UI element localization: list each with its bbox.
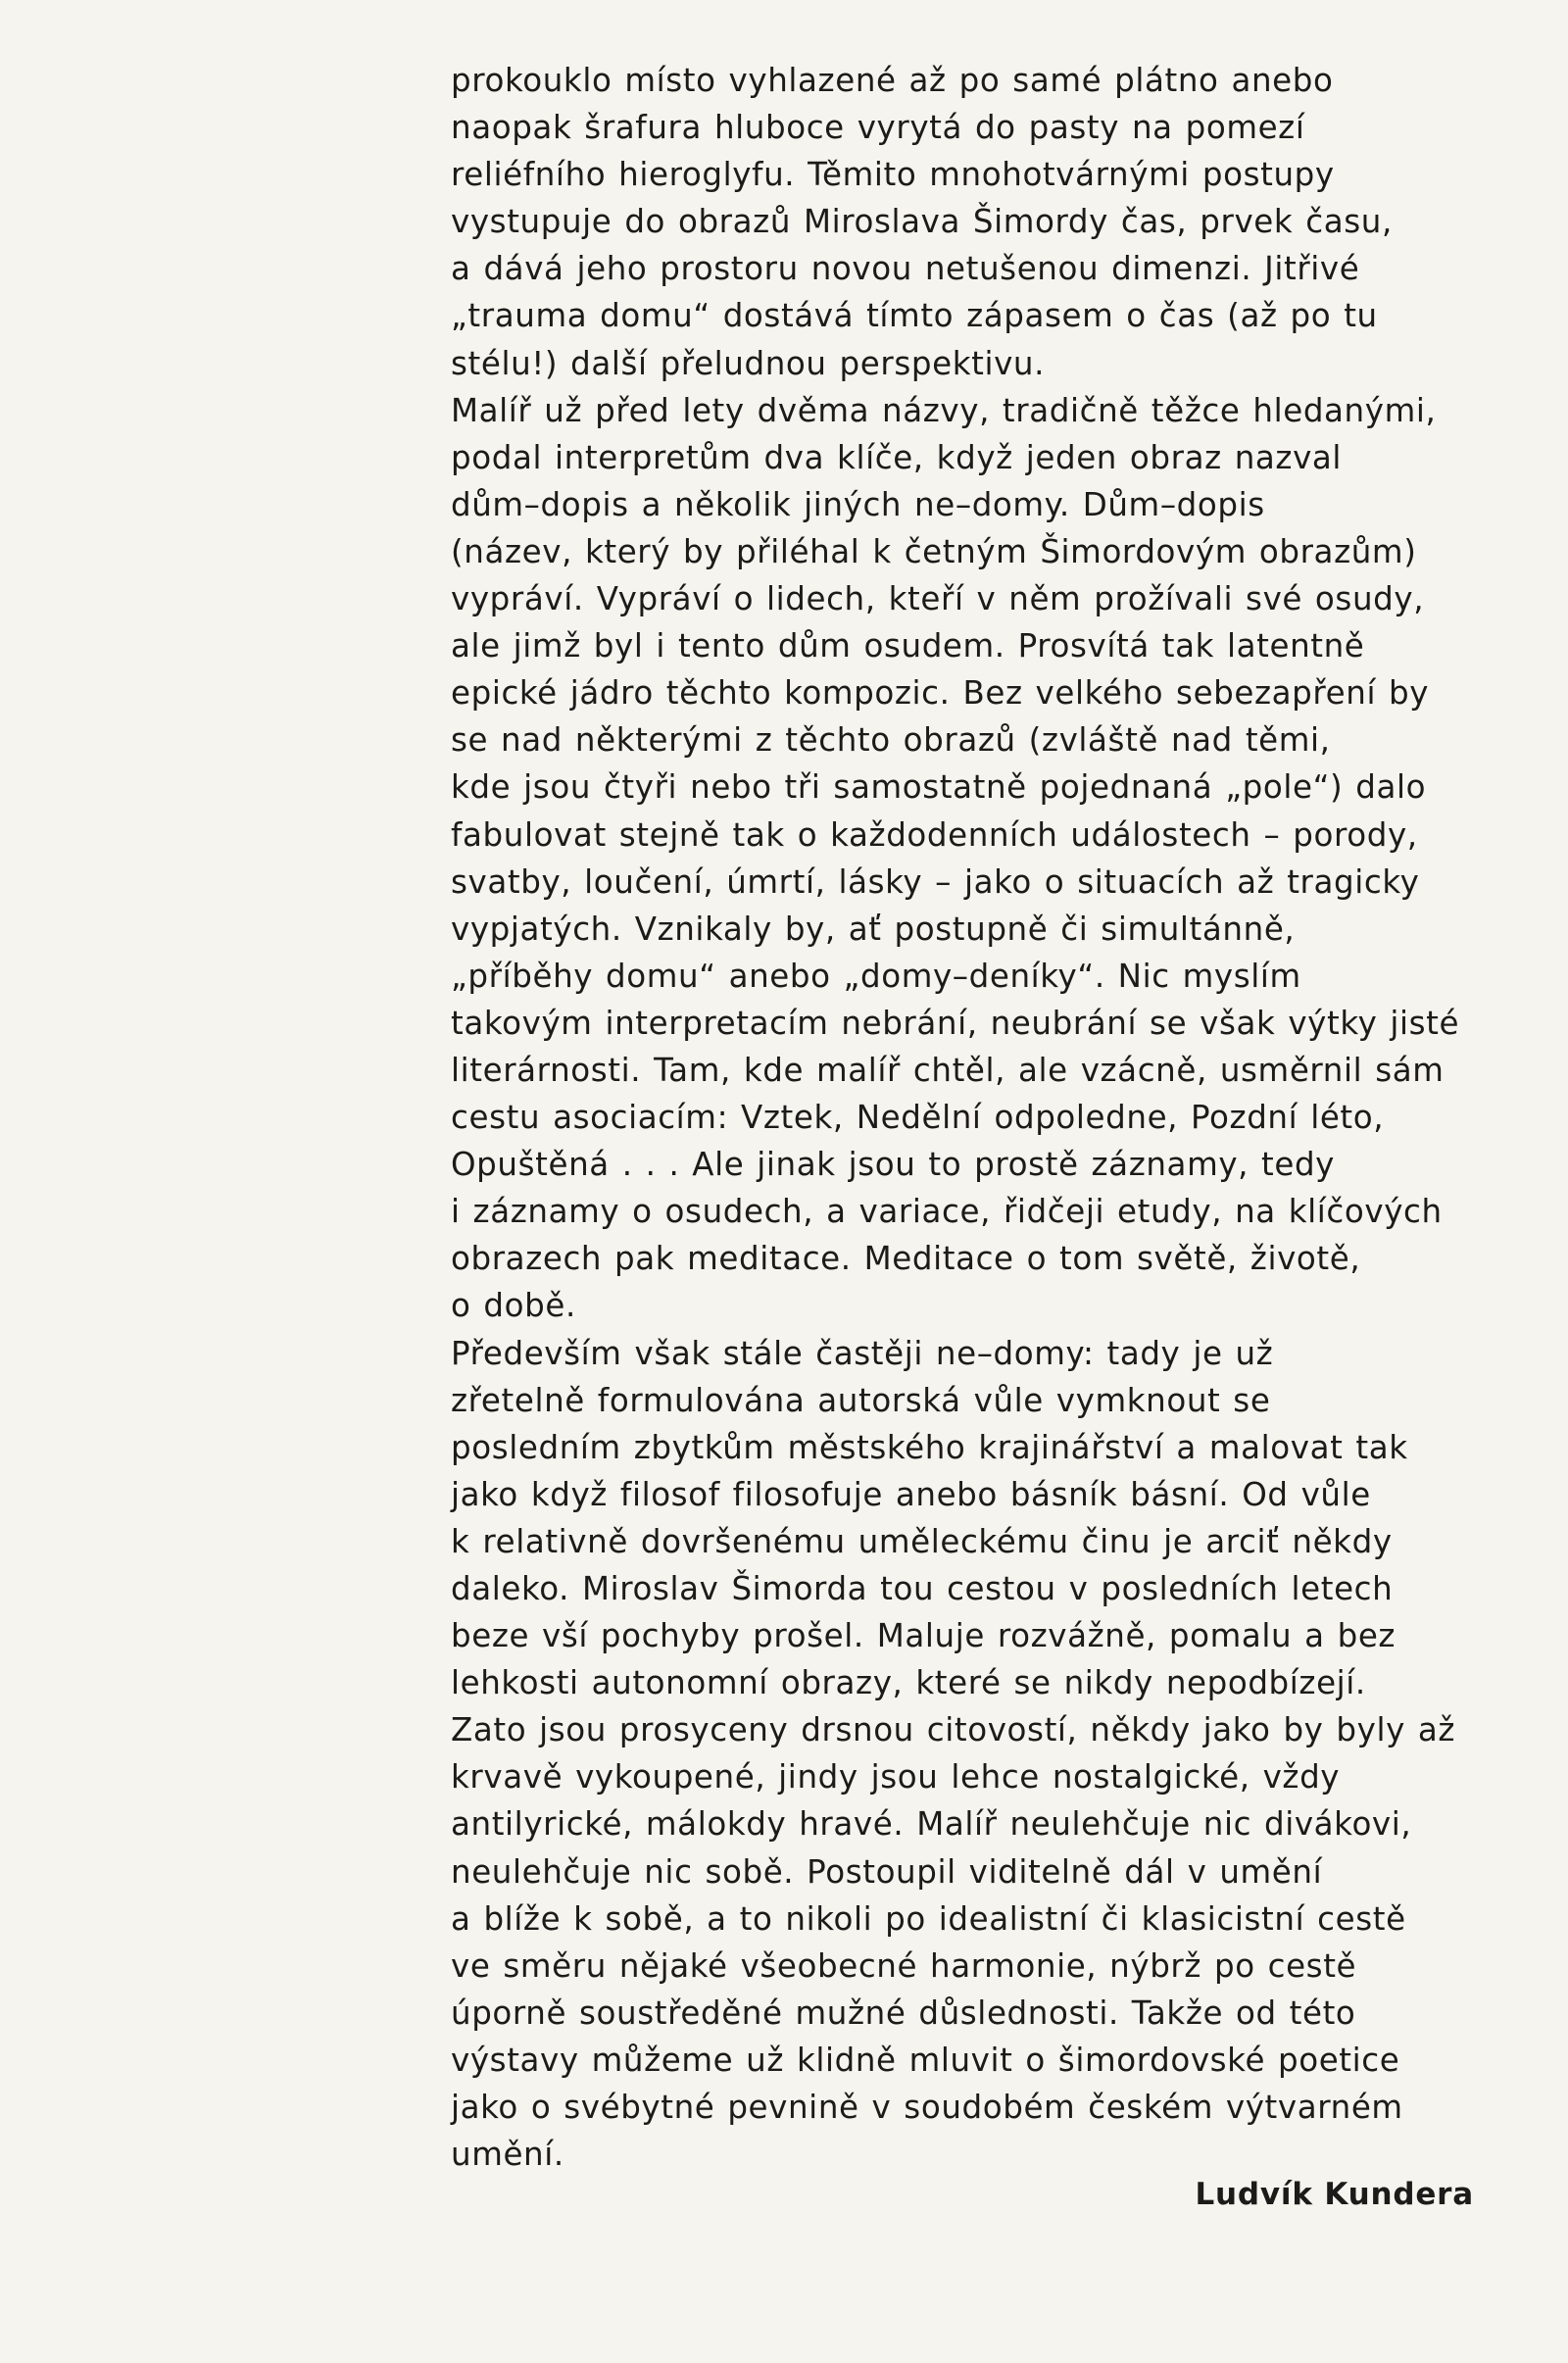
text-line: umění. [451, 2136, 564, 2174]
text-line: „příběhy domu“ anebo „domy–deníky“. Nic myslím [451, 957, 1301, 995]
body-text [451, 57, 1480, 2178]
text-line: k relativně dovršenému uměleckému činu je arciť někdy [451, 1522, 1393, 1560]
author-signature: Ludvík Kundera [1195, 2177, 1474, 2212]
text-line: „trauma domu“ dostává tímto zápasem o čas (až po tu [451, 297, 1378, 335]
text-line: fabulovat stejně tak o každodenních událostech – porody, [451, 815, 1418, 854]
text-line: Malíř už před lety dvěma názvy, tradičně těžce hledanými, [451, 391, 1437, 429]
text-line: prokouklo místo vyhlazené až po samé plátno anebo [451, 62, 1334, 99]
text-line: ale jimž byl i tento dům osudem. Prosvítá tak latentně [451, 627, 1365, 665]
text-line: takovým interpretacím nebrání, neubrání se však výtky jisté [451, 1004, 1460, 1042]
text-line: lehkosti autonomní obrazy, které se nikdy nepodbízejí. [451, 1664, 1366, 1702]
text-line: o době. [451, 1287, 576, 1325]
text-line: Opuštěná . . . Ale jinak jsou to prostě záznamy, tedy [451, 1146, 1336, 1184]
text-line: cestu asociacím: Vztek, Nedělní odpoledne, Pozdní léto, [451, 1099, 1385, 1137]
text-line: podal interpretům dva klíče, když jeden obraz nazval [451, 438, 1343, 476]
text-line: krvavě vykoupené, jindy jsou lehce nostalgické, vždy [451, 1758, 1341, 1797]
text-line: zřetelně formulována autorská vůle vymknout se [451, 1381, 1271, 1419]
text-line: vystupuje do obrazů Miroslava Šimordy čas, prvek času, [451, 203, 1393, 241]
text-line: (název, který by přiléhal k četným Šimordovým obrazům) [451, 532, 1417, 570]
text-line: úporně soustředěné mužné důslednosti. Takže od této [451, 1994, 1356, 2032]
text-line: antilyrické, málokdy hravé. Malíř neulehčuje nic divákovi, [451, 1805, 1412, 1844]
text-line: vypráví. Vypráví o lidech, kteří v něm prožívali své osudy, [451, 580, 1425, 618]
text-line: výstavy můžeme už klidně mluvit o šimordovské poetice [451, 2041, 1400, 2079]
text-line: Především však stále častěji ne–domy: tady je už [451, 1334, 1274, 1372]
text-line: a blíže k sobě, a to nikoli po idealistní či klasicistní cestě [451, 1899, 1406, 1938]
text-line: literárnosti. Tam, kde malíř chtěl, ale vzácně, usměrnil sám [451, 1051, 1445, 1089]
text-line: vypjatých. Vznikaly by, ať postupně či simultánně, [451, 910, 1296, 948]
text-line: stélu!) další přeludnou perspektivu. [451, 344, 1046, 382]
text-line: epické jádro těchto kompozic. Bez velkého sebezapření by [451, 674, 1430, 713]
text-line: obrazech pak meditace. Meditace o tom světě, životě, [451, 1240, 1361, 1278]
text-line: posledním zbytkům městského krajinářství a malovat tak [451, 1428, 1408, 1466]
text-line: beze vší pochyby prošel. Maluje rozvážně, pomalu a bez [451, 1617, 1396, 1655]
text-line: Zato jsou prosyceny drsnou citovostí, někdy jako by byly až [451, 1711, 1456, 1749]
text-line: se nad některými z těchto obrazů (zvláště nad těmi, [451, 721, 1331, 760]
text-line: i záznamy o osudech, a variace, řidčeji etudy, na klíčových [451, 1193, 1443, 1231]
text-line: kde jsou čtyři nebo tři samostatně pojednaná „pole“) dalo [451, 768, 1427, 807]
text-line: svatby, loučení, úmrtí, lásky – jako o situacích až tragicky [451, 862, 1420, 901]
text-line: neulehčuje nic sobě. Postoupil viditelně dál v umění [451, 1852, 1323, 1891]
text-line: dům–dopis a několik jiných ne–domy. Dům–dopis [451, 485, 1265, 523]
text-line: jako o svébytné pevnině v soudobém českém výtvarném [451, 2089, 1403, 2127]
text-line: a dává jeho prostoru novou netušenou dimenzi. Jitřivé [451, 250, 1360, 288]
text-line: reliéfního hieroglyfu. Těmito mnohotvárnými postupy [451, 156, 1335, 194]
text-line: daleko. Miroslav Šimorda tou cestou v posledních letech [451, 1570, 1394, 1607]
text-line: jako když filosof filosofuje anebo básník básní. Od vůle [451, 1475, 1371, 1513]
text-line: naopak šrafura hluboce vyrytá do pasty na pomezí [451, 109, 1305, 147]
text-line: ve směru nějaké všeobecné harmonie, nýbrž po cestě [451, 1946, 1357, 1985]
